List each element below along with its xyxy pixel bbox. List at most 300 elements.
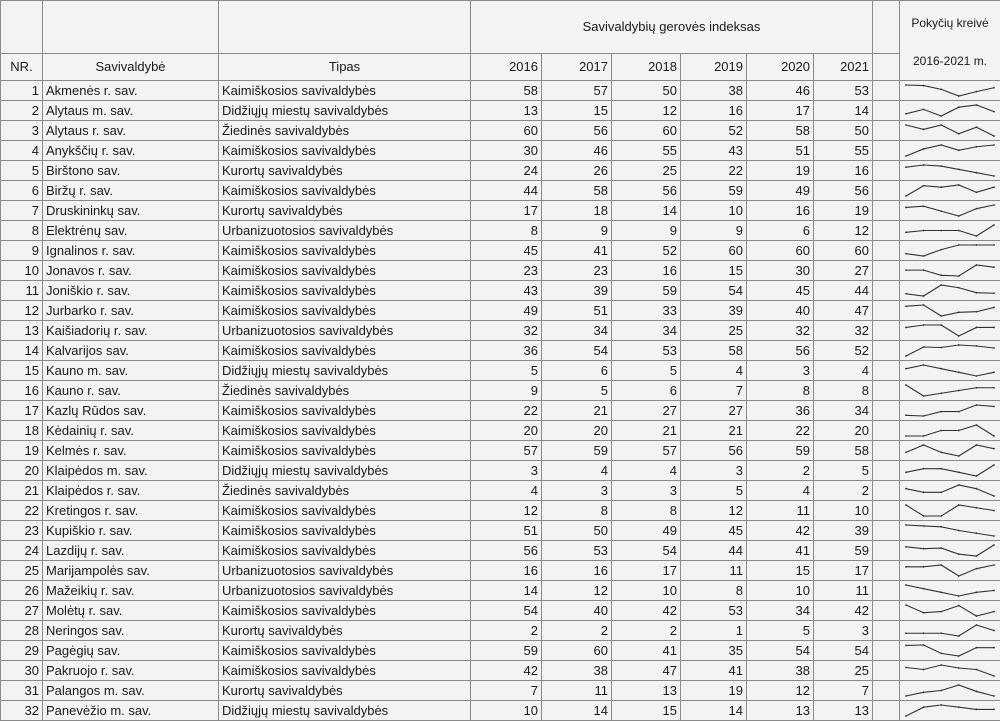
cell-nr[interactable]: 31 — [1, 681, 43, 701]
cell-index-2019[interactable]: 53 — [681, 601, 747, 621]
cell-index-2018[interactable]: 21 — [612, 421, 681, 441]
cell-sparkline[interactable] — [900, 101, 1000, 121]
cell-index-2018[interactable]: 16 — [612, 261, 681, 281]
cell-sparkline[interactable] — [900, 361, 1000, 381]
cell-sparkline[interactable] — [900, 521, 1000, 541]
cell-gap[interactable] — [873, 421, 900, 441]
cell-index-2017[interactable]: 26 — [542, 161, 612, 181]
cell-index-2021[interactable]: 25 — [814, 661, 873, 681]
cell-nr[interactable]: 21 — [1, 481, 43, 501]
cell-type[interactable]: Didžiųjų miestų savivaldybės — [219, 101, 471, 121]
cell-index-2019[interactable]: 45 — [681, 521, 747, 541]
cell-nr[interactable]: 3 — [1, 121, 43, 141]
cell-index-2021[interactable]: 54 — [814, 641, 873, 661]
cell-index-2017[interactable]: 8 — [542, 501, 612, 521]
cell-index-2021[interactable]: 12 — [814, 221, 873, 241]
cell-index-2018[interactable]: 53 — [612, 341, 681, 361]
cell-index-2020[interactable]: 13 — [747, 701, 814, 721]
cell-nr[interactable]: 26 — [1, 581, 43, 601]
cell-index-2020[interactable]: 4 — [747, 481, 814, 501]
cell-index-2017[interactable]: 41 — [542, 241, 612, 261]
cell-index-2019[interactable]: 38 — [681, 81, 747, 101]
cell-type[interactable]: Urbanizuotosios savivaldybės — [219, 561, 471, 581]
cell-index-2017[interactable]: 40 — [542, 601, 612, 621]
cell-sparkline[interactable] — [900, 701, 1000, 721]
cell-municipality[interactable]: Pakruojo r. sav. — [43, 661, 219, 681]
cell-nr[interactable]: 23 — [1, 521, 43, 541]
cell-gap[interactable] — [873, 301, 900, 321]
cell-sparkline[interactable] — [900, 601, 1000, 621]
cell-index-2020[interactable]: 22 — [747, 421, 814, 441]
cell-municipality[interactable]: Marijampolės sav. — [43, 561, 219, 581]
cell-index-2021[interactable]: 34 — [814, 401, 873, 421]
cell-index-2016[interactable]: 45 — [471, 241, 542, 261]
cell-index-2016[interactable]: 56 — [471, 541, 542, 561]
cell-gap[interactable] — [873, 521, 900, 541]
cell-gap[interactable] — [873, 161, 900, 181]
cell-nr[interactable]: 13 — [1, 321, 43, 341]
cell-index-2020[interactable]: 46 — [747, 81, 814, 101]
cell-index-2021[interactable]: 39 — [814, 521, 873, 541]
cell-nr[interactable]: 19 — [1, 441, 43, 461]
cell-municipality[interactable]: Klaipėdos r. sav. — [43, 481, 219, 501]
column-header-2020[interactable]: 2020 — [747, 53, 814, 80]
cell-municipality[interactable]: Neringos sav. — [43, 621, 219, 641]
cell-gap[interactable] — [873, 621, 900, 641]
cell-municipality[interactable]: Kazlų Rūdos sav. — [43, 401, 219, 421]
cell-index-2017[interactable]: 38 — [542, 661, 612, 681]
cell-type[interactable]: Didžiųjų miestų savivaldybės — [219, 461, 471, 481]
cell-index-2018[interactable]: 60 — [612, 121, 681, 141]
cell-municipality[interactable]: Klaipėdos m. sav. — [43, 461, 219, 481]
cell-index-2017[interactable]: 5 — [542, 381, 612, 401]
cell-gap[interactable] — [873, 541, 900, 561]
cell-index-2017[interactable]: 34 — [542, 321, 612, 341]
cell-type[interactable]: Kaimiškosios savivaldybės — [219, 281, 471, 301]
cell-index-2016[interactable]: 57 — [471, 441, 542, 461]
cell-sparkline[interactable] — [900, 481, 1000, 501]
cell-municipality[interactable]: Kretingos r. sav. — [43, 501, 219, 521]
cell-index-2016[interactable]: 4 — [471, 481, 542, 501]
cell-index-2017[interactable]: 23 — [542, 261, 612, 281]
cell-index-2017[interactable]: 20 — [542, 421, 612, 441]
cell-index-2017[interactable]: 39 — [542, 281, 612, 301]
cell-index-2016[interactable]: 13 — [471, 101, 542, 121]
cell-nr[interactable]: 5 — [1, 161, 43, 181]
cell-sparkline[interactable] — [900, 581, 1000, 601]
cell-type[interactable]: Kaimiškosios savivaldybės — [219, 401, 471, 421]
cell-index-2020[interactable]: 16 — [747, 201, 814, 221]
cell-nr[interactable]: 10 — [1, 261, 43, 281]
cell-nr[interactable]: 28 — [1, 621, 43, 641]
cell-gap[interactable] — [873, 641, 900, 661]
cell-gap[interactable] — [873, 561, 900, 581]
cell-index-2021[interactable]: 2 — [814, 481, 873, 501]
cell-index-2021[interactable]: 20 — [814, 421, 873, 441]
cell-nr[interactable]: 24 — [1, 541, 43, 561]
cell-index-2020[interactable]: 56 — [747, 341, 814, 361]
cell-index-2020[interactable]: 15 — [747, 561, 814, 581]
cell-sparkline[interactable] — [900, 421, 1000, 441]
cell-gap[interactable] — [873, 661, 900, 681]
cell-index-2018[interactable]: 15 — [612, 701, 681, 721]
cell-type[interactable]: Urbanizuotosios savivaldybės — [219, 581, 471, 601]
cell-type[interactable]: Žiedinės savivaldybės — [219, 121, 471, 141]
cell-index-2017[interactable]: 51 — [542, 301, 612, 321]
cell-index-2020[interactable]: 36 — [747, 401, 814, 421]
cell-index-2019[interactable]: 9 — [681, 221, 747, 241]
cell-municipality[interactable]: Kėdainių r. sav. — [43, 421, 219, 441]
cell-index-2021[interactable]: 16 — [814, 161, 873, 181]
cell-type[interactable]: Didžiųjų miestų savivaldybės — [219, 701, 471, 721]
cell-index-2019[interactable]: 21 — [681, 421, 747, 441]
cell-index-2017[interactable]: 15 — [542, 101, 612, 121]
cell-gap[interactable] — [873, 241, 900, 261]
cell-index-2021[interactable]: 10 — [814, 501, 873, 521]
cell-index-2016[interactable]: 51 — [471, 521, 542, 541]
cell-index-2018[interactable]: 56 — [612, 181, 681, 201]
cell-municipality[interactable]: Panevėžio m. sav. — [43, 701, 219, 721]
cell-index-2019[interactable]: 27 — [681, 401, 747, 421]
cell-index-2019[interactable]: 7 — [681, 381, 747, 401]
cell-municipality[interactable]: Druskininkų sav. — [43, 201, 219, 221]
column-header-2021[interactable]: 2021 — [814, 53, 873, 80]
cell-index-2016[interactable]: 60 — [471, 121, 542, 141]
cell-index-2020[interactable]: 38 — [747, 661, 814, 681]
cell-index-2021[interactable]: 5 — [814, 461, 873, 481]
cell-index-2019[interactable]: 16 — [681, 101, 747, 121]
cell-type[interactable]: Kurortų savivaldybės — [219, 681, 471, 701]
cell-index-2018[interactable]: 50 — [612, 81, 681, 101]
cell-index-2019[interactable]: 11 — [681, 561, 747, 581]
cell-index-2021[interactable]: 11 — [814, 581, 873, 601]
cell-type[interactable]: Urbanizuotosios savivaldybės — [219, 321, 471, 341]
cell-index-2018[interactable]: 55 — [612, 141, 681, 161]
cell-index-2017[interactable]: 46 — [542, 141, 612, 161]
cell-index-2021[interactable]: 42 — [814, 601, 873, 621]
cell-index-2021[interactable]: 53 — [814, 81, 873, 101]
cell-index-2021[interactable]: 47 — [814, 301, 873, 321]
cell-type[interactable]: Urbanizuotosios savivaldybės — [219, 221, 471, 241]
cell-gap[interactable] — [873, 181, 900, 201]
cell-sparkline[interactable] — [900, 181, 1000, 201]
column-header-name[interactable]: Savivaldybė — [43, 53, 219, 80]
cell-index-2018[interactable]: 14 — [612, 201, 681, 221]
cell-index-2016[interactable]: 58 — [471, 81, 542, 101]
cell-municipality[interactable]: Kelmės r. sav. — [43, 441, 219, 461]
cell-index-2019[interactable]: 43 — [681, 141, 747, 161]
cell-index-2019[interactable]: 15 — [681, 261, 747, 281]
cell-index-2018[interactable]: 5 — [612, 361, 681, 381]
cell-index-2019[interactable]: 19 — [681, 681, 747, 701]
cell-index-2020[interactable]: 51 — [747, 141, 814, 161]
cell-sparkline[interactable] — [900, 321, 1000, 341]
column-header-gap[interactable] — [873, 53, 900, 80]
cell-index-2018[interactable]: 34 — [612, 321, 681, 341]
column-header-2018[interactable]: 2018 — [612, 53, 681, 80]
cell-index-2017[interactable]: 59 — [542, 441, 612, 461]
cell-nr[interactable]: 8 — [1, 221, 43, 241]
cell-index-2019[interactable]: 25 — [681, 321, 747, 341]
cell-type[interactable]: Kaimiškosios savivaldybės — [219, 501, 471, 521]
cell-municipality[interactable]: Palangos m. sav. — [43, 681, 219, 701]
cell-index-2021[interactable]: 32 — [814, 321, 873, 341]
cell-nr[interactable]: 9 — [1, 241, 43, 261]
cell-index-2020[interactable]: 49 — [747, 181, 814, 201]
cell-type[interactable]: Kaimiškosios savivaldybės — [219, 261, 471, 281]
cell-index-2021[interactable]: 52 — [814, 341, 873, 361]
cell-index-2021[interactable]: 17 — [814, 561, 873, 581]
cell-type[interactable]: Kaimiškosios savivaldybės — [219, 421, 471, 441]
cell-gap[interactable] — [873, 141, 900, 161]
cell-index-2017[interactable]: 56 — [542, 121, 612, 141]
cell-index-2016[interactable]: 44 — [471, 181, 542, 201]
cell-index-2016[interactable]: 17 — [471, 201, 542, 221]
cell-sparkline[interactable] — [900, 261, 1000, 281]
cell-index-2016[interactable]: 5 — [471, 361, 542, 381]
cell-index-2021[interactable]: 60 — [814, 241, 873, 261]
cell-municipality[interactable]: Akmenės r. sav. — [43, 81, 219, 101]
cell-index-2021[interactable]: 44 — [814, 281, 873, 301]
cell-gap[interactable] — [873, 281, 900, 301]
cell-municipality[interactable]: Kupiškio r. sav. — [43, 521, 219, 541]
cell-index-2017[interactable]: 54 — [542, 341, 612, 361]
cell-municipality[interactable]: Birštono sav. — [43, 161, 219, 181]
cell-index-2016[interactable]: 32 — [471, 321, 542, 341]
cell-index-2019[interactable]: 39 — [681, 301, 747, 321]
cell-index-2018[interactable]: 9 — [612, 221, 681, 241]
cell-nr[interactable]: 25 — [1, 561, 43, 581]
cell-type[interactable]: Kaimiškosios savivaldybės — [219, 141, 471, 161]
cell-gap[interactable] — [873, 81, 900, 101]
cell-index-2019[interactable]: 10 — [681, 201, 747, 221]
cell-index-2018[interactable]: 41 — [612, 641, 681, 661]
cell-index-2020[interactable]: 6 — [747, 221, 814, 241]
cell-index-2018[interactable]: 6 — [612, 381, 681, 401]
cell-index-2019[interactable]: 3 — [681, 461, 747, 481]
cell-index-2020[interactable]: 2 — [747, 461, 814, 481]
cell-index-2020[interactable]: 12 — [747, 681, 814, 701]
cell-gap[interactable] — [873, 341, 900, 361]
cell-gap[interactable] — [873, 321, 900, 341]
cell-type[interactable]: Kaimiškosios savivaldybės — [219, 541, 471, 561]
cell-index-2018[interactable]: 42 — [612, 601, 681, 621]
cell-index-2017[interactable]: 21 — [542, 401, 612, 421]
cell-index-2017[interactable]: 18 — [542, 201, 612, 221]
cell-index-2021[interactable]: 56 — [814, 181, 873, 201]
cell-index-2019[interactable]: 22 — [681, 161, 747, 181]
cell-index-2019[interactable]: 1 — [681, 621, 747, 641]
cell-gap[interactable] — [873, 461, 900, 481]
cell-index-2021[interactable]: 8 — [814, 381, 873, 401]
cell-gap[interactable] — [873, 121, 900, 141]
cell-index-2021[interactable]: 19 — [814, 201, 873, 221]
cell-index-2018[interactable]: 52 — [612, 241, 681, 261]
cell-index-2018[interactable]: 49 — [612, 521, 681, 541]
cell-index-2016[interactable]: 10 — [471, 701, 542, 721]
cell-municipality[interactable]: Elektrėnų sav. — [43, 221, 219, 241]
cell-index-2018[interactable]: 10 — [612, 581, 681, 601]
cell-index-2019[interactable]: 4 — [681, 361, 747, 381]
cell-index-2020[interactable]: 10 — [747, 581, 814, 601]
cell-gap[interactable] — [873, 261, 900, 281]
cell-municipality[interactable]: Lazdijų r. sav. — [43, 541, 219, 561]
cell-municipality[interactable]: Kaišiadorių r. sav. — [43, 321, 219, 341]
cell-municipality[interactable]: Jonavos r. sav. — [43, 261, 219, 281]
cell-index-2018[interactable]: 47 — [612, 661, 681, 681]
cell-sparkline[interactable] — [900, 621, 1000, 641]
cell-index-2018[interactable]: 25 — [612, 161, 681, 181]
cell-index-2020[interactable]: 19 — [747, 161, 814, 181]
cell-index-2019[interactable]: 44 — [681, 541, 747, 561]
column-header-2017[interactable]: 2017 — [542, 53, 612, 80]
cell-index-2021[interactable]: 14 — [814, 101, 873, 121]
cell-municipality[interactable]: Alytaus r. sav. — [43, 121, 219, 141]
cell-municipality[interactable]: Joniškio r. sav. — [43, 281, 219, 301]
cell-nr[interactable]: 16 — [1, 381, 43, 401]
cell-index-2021[interactable]: 27 — [814, 261, 873, 281]
cell-index-2016[interactable]: 12 — [471, 501, 542, 521]
cell-index-2016[interactable]: 2 — [471, 621, 542, 641]
cell-gap[interactable] — [873, 401, 900, 421]
cell-index-2016[interactable]: 20 — [471, 421, 542, 441]
cell-index-2019[interactable]: 12 — [681, 501, 747, 521]
cell-index-2020[interactable]: 58 — [747, 121, 814, 141]
cell-index-2021[interactable]: 55 — [814, 141, 873, 161]
cell-municipality[interactable]: Kauno r. sav. — [43, 381, 219, 401]
cell-index-2018[interactable]: 2 — [612, 621, 681, 641]
cell-index-2019[interactable]: 35 — [681, 641, 747, 661]
cell-nr[interactable]: 22 — [1, 501, 43, 521]
cell-index-2021[interactable]: 50 — [814, 121, 873, 141]
cell-index-2018[interactable]: 59 — [612, 281, 681, 301]
cell-index-2021[interactable]: 58 — [814, 441, 873, 461]
cell-type[interactable]: Kaimiškosios savivaldybės — [219, 341, 471, 361]
cell-gap[interactable] — [873, 601, 900, 621]
cell-index-2020[interactable]: 3 — [747, 361, 814, 381]
cell-nr[interactable]: 27 — [1, 601, 43, 621]
cell-index-2016[interactable]: 22 — [471, 401, 542, 421]
cell-index-2021[interactable]: 3 — [814, 621, 873, 641]
cell-index-2016[interactable]: 43 — [471, 281, 542, 301]
cell-municipality[interactable]: Anykščių r. sav. — [43, 141, 219, 161]
cell-gap[interactable] — [873, 221, 900, 241]
cell-sparkline[interactable] — [900, 681, 1000, 701]
cell-sparkline[interactable] — [900, 641, 1000, 661]
cell-index-2016[interactable]: 8 — [471, 221, 542, 241]
cell-municipality[interactable]: Kauno m. sav. — [43, 361, 219, 381]
cell-index-2021[interactable]: 7 — [814, 681, 873, 701]
cell-gap[interactable] — [873, 581, 900, 601]
cell-index-2020[interactable]: 11 — [747, 501, 814, 521]
cell-index-2017[interactable]: 4 — [542, 461, 612, 481]
cell-index-2017[interactable]: 58 — [542, 181, 612, 201]
cell-nr[interactable]: 29 — [1, 641, 43, 661]
cell-type[interactable]: Kaimiškosios savivaldybės — [219, 181, 471, 201]
cell-index-2016[interactable]: 7 — [471, 681, 542, 701]
cell-index-2016[interactable]: 9 — [471, 381, 542, 401]
cell-index-2020[interactable]: 60 — [747, 241, 814, 261]
cell-type[interactable]: Kurortų savivaldybės — [219, 201, 471, 221]
cell-sparkline[interactable] — [900, 661, 1000, 681]
cell-municipality[interactable]: Biržų r. sav. — [43, 181, 219, 201]
cell-index-2021[interactable]: 4 — [814, 361, 873, 381]
cell-index-2019[interactable]: 60 — [681, 241, 747, 261]
cell-type[interactable]: Kaimiškosios savivaldybės — [219, 521, 471, 541]
cell-index-2018[interactable]: 33 — [612, 301, 681, 321]
cell-nr[interactable]: 30 — [1, 661, 43, 681]
cell-index-2018[interactable]: 12 — [612, 101, 681, 121]
cell-sparkline[interactable] — [900, 501, 1000, 521]
cell-nr[interactable]: 7 — [1, 201, 43, 221]
cell-sparkline[interactable] — [900, 241, 1000, 261]
cell-gap[interactable] — [873, 481, 900, 501]
cell-index-2018[interactable]: 4 — [612, 461, 681, 481]
cell-municipality[interactable]: Mažeikių r. sav. — [43, 581, 219, 601]
cell-index-2019[interactable]: 14 — [681, 701, 747, 721]
cell-nr[interactable]: 32 — [1, 701, 43, 721]
cell-sparkline[interactable] — [900, 221, 1000, 241]
cell-nr[interactable]: 14 — [1, 341, 43, 361]
cell-gap[interactable] — [873, 201, 900, 221]
cell-gap[interactable] — [873, 381, 900, 401]
cell-nr[interactable]: 2 — [1, 101, 43, 121]
column-header-2016[interactable]: 2016 — [471, 53, 542, 80]
column-header-type[interactable]: Tipas — [219, 53, 471, 80]
cell-type[interactable]: Kurortų savivaldybės — [219, 621, 471, 641]
cell-index-2017[interactable]: 3 — [542, 481, 612, 501]
cell-index-2016[interactable]: 23 — [471, 261, 542, 281]
cell-sparkline[interactable] — [900, 281, 1000, 301]
cell-nr[interactable]: 15 — [1, 361, 43, 381]
cell-gap[interactable] — [873, 361, 900, 381]
column-header-2019[interactable]: 2019 — [681, 53, 747, 80]
cell-type[interactable]: Kaimiškosios savivaldybės — [219, 441, 471, 461]
cell-type[interactable]: Kaimiškosios savivaldybės — [219, 81, 471, 101]
cell-municipality[interactable]: Kalvarijos sav. — [43, 341, 219, 361]
cell-index-2016[interactable]: 24 — [471, 161, 542, 181]
cell-index-2016[interactable]: 42 — [471, 661, 542, 681]
cell-gap[interactable] — [873, 701, 900, 721]
cell-index-2018[interactable]: 13 — [612, 681, 681, 701]
cell-index-2018[interactable]: 57 — [612, 441, 681, 461]
cell-index-2020[interactable]: 8 — [747, 381, 814, 401]
cell-index-2020[interactable]: 42 — [747, 521, 814, 541]
cell-gap[interactable] — [873, 101, 900, 121]
cell-nr[interactable]: 1 — [1, 81, 43, 101]
cell-type[interactable]: Kaimiškosios savivaldybės — [219, 241, 471, 261]
cell-gap[interactable] — [873, 501, 900, 521]
cell-type[interactable]: Žiedinės savivaldybės — [219, 481, 471, 501]
cell-index-2020[interactable]: 32 — [747, 321, 814, 341]
column-header-nr[interactable]: NR. — [1, 53, 43, 80]
cell-index-2020[interactable]: 45 — [747, 281, 814, 301]
cell-index-2018[interactable]: 27 — [612, 401, 681, 421]
cell-index-2019[interactable]: 59 — [681, 181, 747, 201]
cell-index-2021[interactable]: 59 — [814, 541, 873, 561]
cell-index-2017[interactable]: 50 — [542, 521, 612, 541]
cell-gap[interactable] — [873, 441, 900, 461]
cell-nr[interactable]: 17 — [1, 401, 43, 421]
cell-index-2016[interactable]: 30 — [471, 141, 542, 161]
cell-nr[interactable]: 12 — [1, 301, 43, 321]
cell-index-2018[interactable]: 17 — [612, 561, 681, 581]
cell-type[interactable]: Kaimiškosios savivaldybės — [219, 641, 471, 661]
cell-index-2017[interactable]: 60 — [542, 641, 612, 661]
cell-index-2020[interactable]: 40 — [747, 301, 814, 321]
cell-nr[interactable]: 20 — [1, 461, 43, 481]
cell-municipality[interactable]: Molėtų r. sav. — [43, 601, 219, 621]
